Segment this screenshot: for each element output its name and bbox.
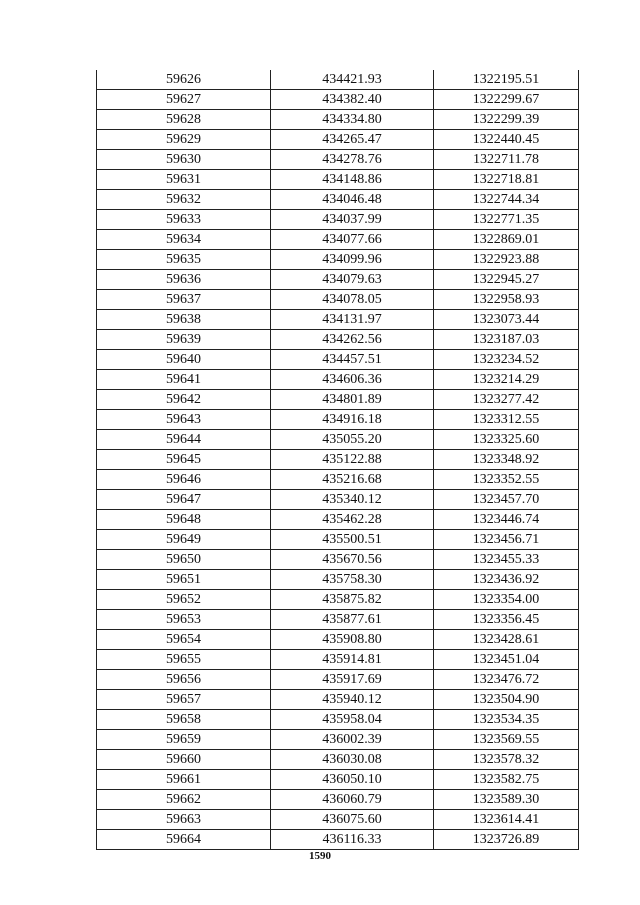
y-coordinate-cell: 1322744.34 [434,190,579,210]
x-coordinate-cell: 434265.47 [271,130,434,150]
y-coordinate-cell: 1323277.42 [434,390,579,410]
point-id-cell: 59642 [97,390,271,410]
y-coordinate-cell: 1323456.71 [434,530,579,550]
point-id-cell: 59626 [97,70,271,90]
table-row [97,790,579,810]
x-coordinate-cell: 435122.88 [271,450,434,470]
x-coordinate-cell: 435908.80 [271,630,434,650]
x-coordinate-cell: 434037.99 [271,210,434,230]
point-id-cell: 59631 [97,170,271,190]
table-row [97,830,579,850]
x-coordinate-cell: 434099.96 [271,250,434,270]
y-coordinate-cell: 1323187.03 [434,330,579,350]
table-row [97,410,579,430]
point-id-cell: 59634 [97,230,271,250]
x-coordinate-cell: 434801.89 [271,390,434,410]
coordinate-table-body [97,70,579,850]
table-row [97,730,579,750]
table-row [97,770,579,790]
table-row [97,350,579,370]
table-row [97,90,579,110]
table-row [97,110,579,130]
y-coordinate-cell: 1323457.70 [434,490,579,510]
x-coordinate-cell: 435462.28 [271,510,434,530]
x-coordinate-cell: 434077.66 [271,230,434,250]
point-id-cell: 59650 [97,550,271,570]
table-row [97,210,579,230]
point-id-cell: 59629 [97,130,271,150]
point-id-cell: 59656 [97,670,271,690]
x-coordinate-cell: 435958.04 [271,710,434,730]
y-coordinate-cell: 1322945.27 [434,270,579,290]
x-coordinate-cell: 434916.18 [271,410,434,430]
table-row [97,630,579,650]
table-row [97,550,579,570]
point-id-cell: 59627 [97,90,271,110]
y-coordinate-cell: 1323476.72 [434,670,579,690]
x-coordinate-cell: 435914.81 [271,650,434,670]
x-coordinate-cell: 434421.93 [271,70,434,90]
y-coordinate-cell: 1323451.04 [434,650,579,670]
y-coordinate-cell: 1322923.88 [434,250,579,270]
point-id-cell: 59643 [97,410,271,430]
x-coordinate-cell: 434278.76 [271,150,434,170]
table-row [97,270,579,290]
coordinate-table [96,70,579,850]
table-row [97,690,579,710]
x-coordinate-cell: 435758.30 [271,570,434,590]
table-row [97,150,579,170]
y-coordinate-cell: 1323325.60 [434,430,579,450]
y-coordinate-cell: 1323428.61 [434,630,579,650]
x-coordinate-cell: 436030.08 [271,750,434,770]
y-coordinate-cell: 1322195.51 [434,70,579,90]
table-row [97,490,579,510]
table-row [97,590,579,610]
y-coordinate-cell: 1322299.67 [434,90,579,110]
point-id-cell: 59630 [97,150,271,170]
y-coordinate-cell: 1322711.78 [434,150,579,170]
table-row [97,230,579,250]
point-id-cell: 59646 [97,470,271,490]
table-row [97,610,579,630]
y-coordinate-cell: 1323214.29 [434,370,579,390]
x-coordinate-cell: 436075.60 [271,810,434,830]
y-coordinate-cell: 1323354.00 [434,590,579,610]
point-id-cell: 59645 [97,450,271,470]
point-id-cell: 59654 [97,630,271,650]
table-row [97,470,579,490]
y-coordinate-cell: 1323234.52 [434,350,579,370]
y-coordinate-cell: 1323348.92 [434,450,579,470]
table-row [97,570,579,590]
y-coordinate-cell: 1323726.89 [434,830,579,850]
point-id-cell: 59652 [97,590,271,610]
point-id-cell: 59663 [97,810,271,830]
y-coordinate-cell: 1323578.32 [434,750,579,770]
table-row [97,310,579,330]
x-coordinate-cell: 434148.86 [271,170,434,190]
point-id-cell: 59659 [97,730,271,750]
point-id-cell: 59636 [97,270,271,290]
x-coordinate-cell: 434131.97 [271,310,434,330]
point-id-cell: 59655 [97,650,271,670]
table-row [97,810,579,830]
point-id-cell: 59647 [97,490,271,510]
x-coordinate-cell: 436116.33 [271,830,434,850]
x-coordinate-cell: 435340.12 [271,490,434,510]
table-row [97,70,579,90]
page-number: 1590 [309,850,331,862]
table-row [97,130,579,150]
point-id-cell: 59662 [97,790,271,810]
point-id-cell: 59641 [97,370,271,390]
table-row [97,330,579,350]
y-coordinate-cell: 1322440.45 [434,130,579,150]
point-id-cell: 59633 [97,210,271,230]
y-coordinate-cell: 1323504.90 [434,690,579,710]
point-id-cell: 59658 [97,710,271,730]
table-row [97,390,579,410]
x-coordinate-cell: 436002.39 [271,730,434,750]
x-coordinate-cell: 435055.20 [271,430,434,450]
point-id-cell: 59664 [97,830,271,850]
y-coordinate-cell: 1323352.55 [434,470,579,490]
x-coordinate-cell: 435216.68 [271,470,434,490]
x-coordinate-cell: 434334.80 [271,110,434,130]
y-coordinate-cell: 1323356.45 [434,610,579,630]
y-coordinate-cell: 1322958.93 [434,290,579,310]
x-coordinate-cell: 434078.05 [271,290,434,310]
y-coordinate-cell: 1323534.35 [434,710,579,730]
y-coordinate-cell: 1322771.35 [434,210,579,230]
table-row [97,250,579,270]
y-coordinate-cell: 1323569.55 [434,730,579,750]
table-row [97,190,579,210]
table-row [97,430,579,450]
point-id-cell: 59638 [97,310,271,330]
point-id-cell: 59639 [97,330,271,350]
x-coordinate-cell: 434457.51 [271,350,434,370]
table-row [97,510,579,530]
y-coordinate-cell: 1323589.30 [434,790,579,810]
point-id-cell: 59653 [97,610,271,630]
point-id-cell: 59640 [97,350,271,370]
table-row [97,170,579,190]
x-coordinate-cell: 436060.79 [271,790,434,810]
point-id-cell: 59660 [97,750,271,770]
point-id-cell: 59628 [97,110,271,130]
point-id-cell: 59661 [97,770,271,790]
x-coordinate-cell: 435500.51 [271,530,434,550]
y-coordinate-cell: 1322869.01 [434,230,579,250]
x-coordinate-cell: 435875.82 [271,590,434,610]
x-coordinate-cell: 434079.63 [271,270,434,290]
x-coordinate-cell: 435940.12 [271,690,434,710]
table-row [97,450,579,470]
x-coordinate-cell: 435670.56 [271,550,434,570]
point-id-cell: 59651 [97,570,271,590]
point-id-cell: 59649 [97,530,271,550]
y-coordinate-cell: 1322299.39 [434,110,579,130]
x-coordinate-cell: 434262.56 [271,330,434,350]
x-coordinate-cell: 436050.10 [271,770,434,790]
table-row [97,370,579,390]
y-coordinate-cell: 1323446.74 [434,510,579,530]
point-id-cell: 59648 [97,510,271,530]
y-coordinate-cell: 1322718.81 [434,170,579,190]
table-row [97,670,579,690]
table-row [97,710,579,730]
y-coordinate-cell: 1323073.44 [434,310,579,330]
y-coordinate-cell: 1323582.75 [434,770,579,790]
table-row [97,530,579,550]
table-row [97,650,579,670]
y-coordinate-cell: 1323436.92 [434,570,579,590]
x-coordinate-cell: 434606.36 [271,370,434,390]
point-id-cell: 59644 [97,430,271,450]
y-coordinate-cell: 1323614.41 [434,810,579,830]
x-coordinate-cell: 435877.61 [271,610,434,630]
point-id-cell: 59657 [97,690,271,710]
point-id-cell: 59637 [97,290,271,310]
x-coordinate-cell: 435917.69 [271,670,434,690]
point-id-cell: 59632 [97,190,271,210]
y-coordinate-cell: 1323312.55 [434,410,579,430]
x-coordinate-cell: 434046.48 [271,190,434,210]
table-row [97,750,579,770]
y-coordinate-cell: 1323455.33 [434,550,579,570]
point-id-cell: 59635 [97,250,271,270]
table-row [97,290,579,310]
x-coordinate-cell: 434382.40 [271,90,434,110]
